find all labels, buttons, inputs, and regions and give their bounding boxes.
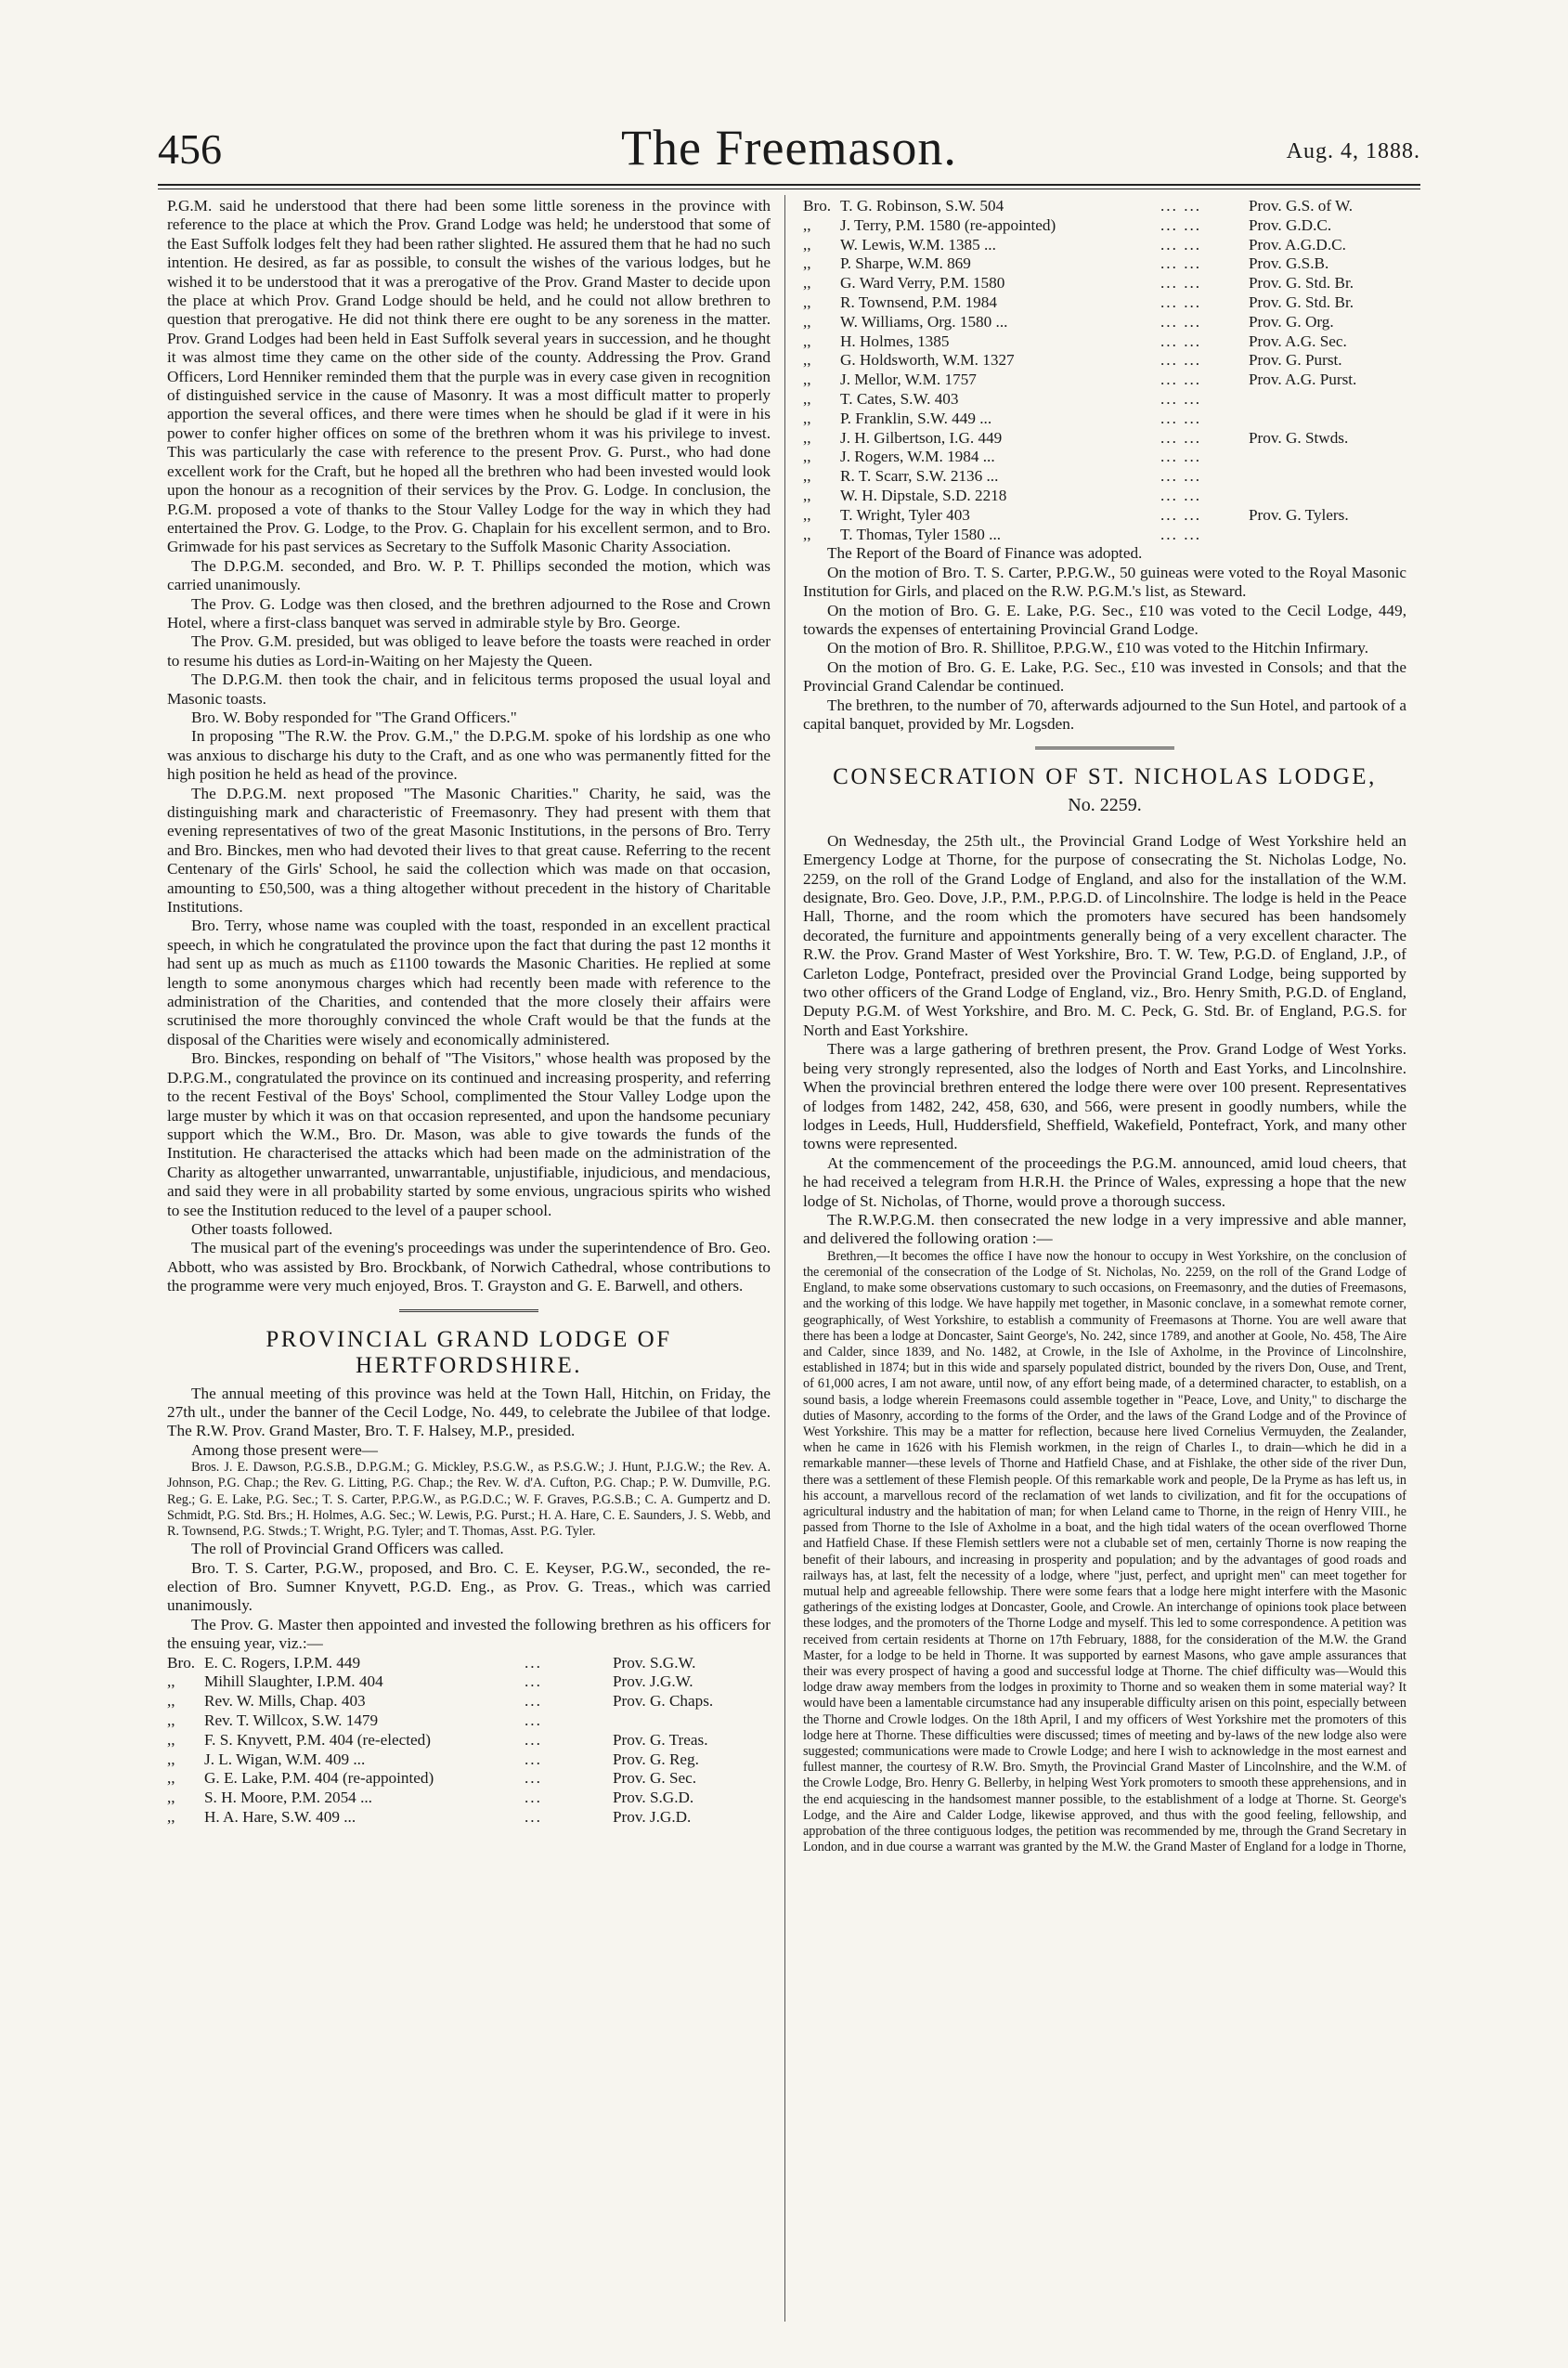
officer-office: Prov. G. Std. Br. xyxy=(1249,293,1354,311)
row-prefix: ,, xyxy=(803,235,811,254)
officer-office: Prov. G. Reg. xyxy=(613,1750,699,1768)
paragraph: Bro. Binckes, responding on behalf of "The Visitors," whose health was proposed by the D.P.G.M., congratulated the province on its continued and increasing prosperity, and referring to the recent Festival of the Boys' School, complimented the Stour Valley Lodge upon the large muster by which it was on that occasion represented, and upon the handsome pecuniary support which the W.M., Bro. Dr. Mason, was able to give towards the funds of the Institution. He characterised the attacks which had been made on the administration of the Charity as altogether unwarranted, unwarrantable, unjustifiable, injudicious, and mendacious, and said they were in all probability started by some envious, ungracious spirits who wished to see the Institution reduced to the level of a pauper school. xyxy=(167,1049,771,1219)
paragraph: Bro. W. Boby responded for "The Grand Officers." xyxy=(191,708,517,726)
leader-dots: ... xyxy=(525,1711,542,1730)
masthead-rule xyxy=(158,184,1420,186)
officer-office: Prov. J.G.W. xyxy=(613,1672,693,1691)
leader-dots: ... xyxy=(525,1750,542,1768)
officer-name: E. C. Rogers, I.P.M. 449 xyxy=(204,1653,361,1672)
row-prefix: ,, xyxy=(167,1711,175,1730)
row-prefix: ,, xyxy=(803,351,811,370)
paragraph: P.G.M. said he understood that there had been some little soreness in the province with reference to the place at which the Prov. Grand Lodge was held; he understood that some of the East Suffolk lodges felt they had been rather slighted. He assured them that he had no such intention. He desired, as far as possible, to consult the wishes of the various lodges, but he wished it to be understood that it was a prerogative of the Prov. Grand Master to decide upon the place at which Prov. Grand Lodge should be held, and he could not allow brethren to question that prerogative. He did not think there ere ought to be any soreness in the matter. Prov. Grand Lodges had been held in East Suffolk several years in succession, and he thought it was almost time they came on the other side of the county. Addressing the Prov. Grand Officers, Lord Henniker reminded them that the purple was in every case given in recognition of distinguished service in the cause of Masonry. It was a most difficult matter to properly apportion the several offices, and there were times when he should be glad if it were in his power to confer higher offices on some of the brethren whom it was his privilege to invest. This was particularly the case with reference to the present Prov. G. Purst., who had done excellent work for the Craft, but he hoped all the brethren who had been invested would look upon the honour as a recognition of their services by the Prov. G. Lodge. In conclusion, the P.G.M. proposed a vote of thanks to the Stour Valley Lodge for the way in which they had entertained the Prov. G. Lodge, to the Prov. G. Chaplain for his excellent sermon, and to Bro. Grimwade for his past services as Secretary to the Suffolk Masonic Charity Association. xyxy=(167,197,771,556)
table-row xyxy=(803,254,1406,274)
row-prefix: ,, xyxy=(803,486,811,504)
officer-name: G. E. Lake, P.M. 404 (re-appointed) xyxy=(204,1769,434,1788)
leader-dots: ... xyxy=(525,1672,542,1691)
leader-dots: ... ... xyxy=(1160,293,1202,311)
article-heading-hertfordshire: PROVINCIAL GRAND LODGE OF HERTFORDSHIRE. xyxy=(266,1326,672,1378)
row-prefix: ,, xyxy=(803,409,811,427)
officer-office xyxy=(1249,467,1406,487)
officer-office xyxy=(1249,390,1406,410)
row-prefix: ,, xyxy=(803,389,811,408)
paper-title: The Freemason. xyxy=(621,120,957,176)
officer-name: T. G. Robinson, S.W. 504 xyxy=(840,197,1004,215)
leader-dots: ... ... xyxy=(1160,428,1202,447)
officers-table-left xyxy=(167,1654,771,1828)
row-prefix: ,, xyxy=(167,1730,175,1749)
leader-dots: ... ... xyxy=(1160,351,1202,370)
page-number: 456 xyxy=(158,125,222,173)
table-row xyxy=(803,371,1406,390)
paragraph: Bro. T. S. Carter, P.G.W., proposed, and Bro. C. E. Keyser, P.G.W., seconded, the re-election of Bro. Sumner Knyvett, P.G.D. Eng., as Prov. G. Treas., which was carried unanimously. xyxy=(167,1558,771,1615)
officer-office xyxy=(1249,410,1406,429)
left-column xyxy=(167,197,771,1828)
officer-name: G. Holdsworth, W.M. 1327 xyxy=(840,351,1015,370)
table-row xyxy=(803,410,1406,429)
officer-office: Prov. G. Stwds. xyxy=(1249,428,1349,447)
row-prefix: Bro. xyxy=(803,197,832,215)
paragraph: On the motion of Bro. G. E. Lake, P.G. Sec., £10 was invested in Consols; and that the Provincial Grand Calendar be continued. xyxy=(803,657,1406,696)
leader-dots: ... xyxy=(525,1653,542,1672)
leader-dots: ... xyxy=(525,1808,542,1827)
officer-office: Prov. G. Org. xyxy=(1249,312,1334,331)
article-heading-consecration: CONSECRATION OF ST. NICHOLAS LODGE, xyxy=(833,764,1377,790)
officer-name: S. H. Moore, P.M. 2054 ... xyxy=(204,1789,372,1807)
officer-name: J. Terry, P.M. 1580 (re-appointed) xyxy=(840,215,1056,234)
officer-name: T. Cates, S.W. 403 xyxy=(840,389,959,408)
table-row xyxy=(167,1750,771,1770)
officer-name: R. T. Scarr, S.W. 2136 ... xyxy=(840,467,999,486)
officer-name: G. Ward Verry, P.M. 1580 xyxy=(840,274,1005,293)
issue-date: Aug. 4, 1888. xyxy=(1286,139,1420,163)
row-prefix: ,, xyxy=(803,371,811,389)
row-prefix: ,, xyxy=(167,1789,175,1807)
table-row xyxy=(803,293,1406,313)
officer-name: Mihill Slaughter, I.P.M. 404 xyxy=(204,1672,383,1691)
row-prefix: ,, xyxy=(803,215,811,234)
officer-office: Prov. G. Treas. xyxy=(613,1730,708,1749)
officer-name: Rev. W. Mills, Chap. 403 xyxy=(204,1692,366,1711)
leader-dots: ... ... xyxy=(1160,448,1202,466)
officer-office: Prov. A.G. Sec. xyxy=(1249,332,1347,350)
right-column xyxy=(803,197,1406,1855)
leader-dots: ... ... xyxy=(1160,371,1202,389)
leader-dots: ... xyxy=(525,1789,542,1807)
leader-dots: ... ... xyxy=(1160,505,1202,524)
paragraph: The Prov. G. Lodge was then closed, and the brethren adjourned to the Rose and Crown Hotel, where a first-class banquet was served in admirable style by Bro. George. xyxy=(167,594,771,631)
officer-office xyxy=(1249,448,1406,467)
attendee-list: Bros. J. E. Dawson, P.G.S.B., D.P.G.M.; G. Mickley, P.S.G.W., as P.S.G.W.; J. Hunt, P.J.G.W.; the Rev. A. Johnson, P.G. Chap.; the Rev. G. Litting, P.G. Chap.; the Rev. W. d'A. Cufton, P.G. Chap.; P. W. Dumville, P.G. Reg.; G. E. Lake, P.G. Sec.; T. S. Carter, P.P.G.W., as P.G.D.C.; W. F. Graves, P.G.S.B.; C. A. Gumpertz and D. Schmidt, P.G. Std. Brs.; H. Holmes, A.G. Sec.; W. Lewis, P.G. Purst.; H. A. Hare, C. E. Saunders, J. S. Webb, and R. Townsend, P.G. Stwds.; T. Wright, P.G. Tyler; and T. Thomas, Asst. P.G. Tyler. xyxy=(167,1460,771,1539)
paragraph: The D.P.G.M. then took the chair, and in felicitous terms proposed the usual loyal and Masonic toasts. xyxy=(167,670,771,708)
officer-office: Prov. A.G. Purst. xyxy=(1249,371,1357,389)
leader-dots: ... ... xyxy=(1160,525,1202,543)
row-prefix: ,, xyxy=(803,332,811,350)
officer-name: J. Rogers, W.M. 1984 ... xyxy=(840,448,995,466)
table-row xyxy=(803,467,1406,487)
paragraph: The D.P.G.M. next proposed "The Masonic Charities." Charity, he said, was the distinguishing mark and characteristic of Freemasonry. They had present with them that evening representatives of two of the great Masonic Institutions, in the persons of Bro. Terry and Bro. Binckes, men who had devoted their lives to that great cause. Referring to the recent Centenary of the Girls' School, he said the collection which was made on that occasion, amounting to £50,500, was a thing altogether without precedent in the history of Charitable Institutions. xyxy=(167,784,771,917)
paragraph: Other toasts followed. xyxy=(191,1219,333,1238)
officer-office: Prov. G.S. of W. xyxy=(1249,197,1354,215)
row-prefix: ,, xyxy=(803,312,811,331)
table-row xyxy=(167,1711,771,1731)
leader-dots: ... ... xyxy=(1160,215,1202,234)
paragraph: The D.P.G.M. seconded, and Bro. W. P. T. Phillips seconded the motion, which was carried unanimously. xyxy=(167,556,771,594)
table-row xyxy=(803,448,1406,467)
officer-office: Prov. G. Purst. xyxy=(1249,351,1342,370)
leader-dots: ... xyxy=(525,1769,542,1788)
leader-dots: ... xyxy=(525,1692,542,1711)
paragraph: The R.W.P.G.M. then consecrated the new lodge in a very impressive and able manner, and delivered the following oration :— xyxy=(803,1210,1406,1248)
table-row xyxy=(167,1654,771,1673)
masthead xyxy=(158,119,1420,180)
officer-office: Prov. G.D.C. xyxy=(1249,215,1332,234)
section-separator xyxy=(1035,747,1174,751)
officer-office: Prov. G.S.B. xyxy=(1249,254,1329,273)
lodge-number: No. 2259. xyxy=(1068,795,1142,816)
officer-name: H. Holmes, 1385 xyxy=(840,332,950,350)
row-prefix: ,, xyxy=(803,293,811,311)
officer-name: J. H. Gilbertson, I.G. 449 xyxy=(840,428,1003,447)
officer-name: W. Lewis, W.M. 1385 ... xyxy=(840,235,996,254)
officer-name: J. Mellor, W.M. 1757 xyxy=(840,371,977,389)
table-row xyxy=(803,351,1406,371)
table-row xyxy=(803,526,1406,545)
officer-name: Rev. T. Willcox, S.W. 1479 xyxy=(204,1711,379,1730)
officer-office: Prov. S.G.D. xyxy=(613,1789,694,1807)
officer-office: Prov. J.G.D. xyxy=(613,1808,692,1827)
row-prefix: ,, xyxy=(167,1808,175,1827)
paragraph: The Prov. G. Master then appointed and invested the following brethren as his officers for the ensuing year, viz.:— xyxy=(167,1615,771,1653)
officer-name: W. Williams, Org. 1580 ... xyxy=(840,312,1008,331)
row-prefix: ,, xyxy=(803,467,811,486)
table-row xyxy=(803,487,1406,506)
officer-name: F. S. Knyvett, P.M. 404 (re-elected) xyxy=(204,1730,431,1749)
row-prefix: ,, xyxy=(167,1769,175,1788)
section-separator xyxy=(399,1309,538,1314)
table-row xyxy=(803,236,1406,255)
table-row xyxy=(167,1769,771,1789)
table-row xyxy=(803,390,1406,410)
paragraph: The musical part of the evening's proceedings was under the superintendence of Bro. Geo. Abbott, who was assisted by Bro. Brockbank, of Norwich Cathedral, whose contributions to the programme were very much enjoyed, Bros. T. Grayston and G. E. Barwell, and others. xyxy=(167,1239,771,1295)
leader-dots: ... ... xyxy=(1160,254,1202,273)
table-row xyxy=(803,506,1406,526)
officer-name: R. Townsend, P.M. 1984 xyxy=(840,293,997,311)
leader-dots: ... ... xyxy=(1160,389,1202,408)
table-row xyxy=(167,1672,771,1692)
officers-table-right xyxy=(803,197,1406,544)
leader-dots: ... ... xyxy=(1160,332,1202,350)
table-row xyxy=(803,313,1406,332)
table-row xyxy=(167,1789,771,1808)
officer-name: P. Franklin, S.W. 449 ... xyxy=(840,409,992,427)
leader-dots: ... ... xyxy=(1160,409,1202,427)
officer-office: Prov. G. Chaps. xyxy=(613,1692,714,1711)
officer-office xyxy=(613,1711,771,1731)
table-row xyxy=(167,1808,771,1828)
paragraph: The annual meeting of this province was held at the Town Hall, Hitchin, on Friday, the 27th ult., under the banner of the Cecil Lodge, No. 449, to celebrate the Jubilee of that lodge. The R.W. Prov. Grand Master, Bro. T. F. Halsey, M.P., presided. xyxy=(167,1384,771,1440)
leader-dots: ... xyxy=(525,1730,542,1749)
officer-name: P. Sharpe, W.M. 869 xyxy=(840,254,971,273)
paragraph: Among those present were— xyxy=(191,1440,378,1459)
row-prefix: ,, xyxy=(167,1750,175,1768)
row-prefix: ,, xyxy=(803,274,811,293)
officer-name: T. Thomas, Tyler 1580 ... xyxy=(840,525,1002,543)
row-prefix: ,, xyxy=(803,505,811,524)
row-prefix: ,, xyxy=(803,448,811,466)
paragraph: In proposing "The R.W. the Prov. G.M.," the D.P.G.M. spoke of his lordship as one who was anxious to discharge his duty to the Craft, and as one who was permanently fitted for the high position he held as head of the province. xyxy=(167,727,771,784)
officer-name: T. Wright, Tyler 403 xyxy=(840,505,970,524)
leader-dots: ... ... xyxy=(1160,274,1202,293)
paragraph: At the commencement of the proceedings the P.G.M. announced, amid loud cheers, that he had received a telegram from H.R.H. the Prince of Wales, expressing a hope that the new lodge of St. Nicholas, of Thorne, would prove a thorough success. xyxy=(803,1153,1406,1210)
paragraph: The Prov. G.M. presided, but was obliged to leave before the toasts were reached in order to resume his duties as Lord-in-Waiting on her Majesty the Queen. xyxy=(167,632,771,670)
table-row xyxy=(167,1692,771,1711)
paragraph: The brethren, to the number of 70, afterwards adjourned to the Sun Hotel, and partook of a capital banquet, provided by Mr. Logsden. xyxy=(803,696,1406,733)
paragraph: On the motion of Bro. R. Shillitoe, P.P.G.W., £10 was voted to the Hitchin Infirmary. xyxy=(827,639,1369,657)
leader-dots: ... ... xyxy=(1160,467,1202,486)
paragraph: The Report of the Board of Finance was adopted. xyxy=(827,544,1143,563)
paragraph: On the motion of Bro. T. S. Carter, P.P.G.W., 50 guineas were voted to the Royal Masonic Institution for Girls, and placed on the R.W. P.G.M.'s list, as Steward. xyxy=(803,563,1406,601)
officer-name: H. A. Hare, S.W. 409 ... xyxy=(204,1808,356,1827)
officer-office xyxy=(1249,487,1406,506)
paragraph: Bro. Terry, whose name was coupled with the toast, responded in an excellent practical speech, in which he congratulated the province upon the fact that during the past 12 months it had sent up as much as much as £1100 towards the Masonic Charities. He replied at some length to some anonymous charges which had recently been made with reference to the administration of the Charities, and contended that the more closely their affairs were scrutinised the more thoroughly convinced the whole Craft would be that the funds at the disposal of the Charities were wisely and economically administered. xyxy=(167,917,771,1048)
table-row xyxy=(803,274,1406,293)
row-prefix: ,, xyxy=(167,1672,175,1691)
table-row xyxy=(803,216,1406,236)
leader-dots: ... ... xyxy=(1160,486,1202,504)
table-row xyxy=(803,429,1406,449)
officer-office: Prov. G. Tylers. xyxy=(1249,505,1349,524)
paragraph: There was a large gathering of brethren present, the Prov. Grand Lodge of West Yorks. being very strongly represented, also the lodges of North and East Yorks, and Lincolnshire. When the provincial brethren entered the lodge there were over 100 present. Representatives of lodges from 1482, 242, 458, 630, and 566, were present in goodly numbers, while the lodges in Leeds, Hull, Huddersfield, Sheffield, Wakefield, Pontefract, York, and many other towns were represented. xyxy=(803,1040,1406,1153)
row-prefix: ,, xyxy=(803,254,811,273)
paragraph: On the motion of Bro. G. E. Lake, P.G. Sec., £10 was voted to the Cecil Lodge, 449, towards the expenses of entertaining Provincial Grand Lodge. xyxy=(803,601,1406,638)
officer-office: Prov. G. Sec. xyxy=(613,1769,697,1788)
paragraph: The roll of Provincial Grand Officers was called. xyxy=(191,1540,504,1558)
column-divider xyxy=(784,195,785,2322)
officer-office: Prov. G. Std. Br. xyxy=(1249,274,1354,293)
leader-dots: ... ... xyxy=(1160,197,1202,215)
table-row xyxy=(803,197,1406,216)
row-prefix: ,, xyxy=(803,525,811,543)
leader-dots: ... ... xyxy=(1160,312,1202,331)
table-row xyxy=(167,1731,771,1750)
officer-office: Prov. S.G.W. xyxy=(613,1653,696,1672)
officer-name: J. L. Wigan, W.M. 409 ... xyxy=(204,1750,366,1768)
row-prefix: ,, xyxy=(167,1692,175,1711)
row-prefix: Bro. xyxy=(167,1653,196,1672)
row-prefix: ,, xyxy=(803,428,811,447)
officer-office xyxy=(1249,526,1406,545)
leader-dots: ... ... xyxy=(1160,235,1202,254)
paragraph: On Wednesday, the 25th ult., the Provincial Grand Lodge of West Yorkshire held an Emergency Lodge at Thorne, for the purpose of consecrating the St. Nicholas Lodge, No. 2259, on the roll of the Grand Lodge of England, and also for the installation of the W.M. designate, Bro. Geo. Dove, J.P., P.M., P.P.G.D. of Lincolnshire. The lodge is held in the Peace Hall, Thorne, and the room which the promoters have secured has been handsomely decorated, the furniture and appointments generally being of a very excellent character. The R.W. the Prov. Grand Master of West Yorkshire, Bro. T. W. Tew, P.G.D. of England, J.P., of Carleton Lodge, Pontefract, presided over the Provincial Grand Lodge, being supported by two other officers of the Grand Lodge of England, viz., Bro. Henry Smith, P.G.D. of England, Deputy P.G.M. of West Yorkshire, and Bro. M. C. Peck, G. Std. Br. of England, P.G.S. for North and East Yorkshire. xyxy=(803,831,1406,1039)
table-row xyxy=(803,332,1406,352)
officer-office: Prov. A.G.D.C. xyxy=(1249,235,1346,254)
officer-name: W. H. Dipstale, S.D. 2218 xyxy=(840,486,1007,504)
oration-text: Brethren,—It becomes the office I have now the honour to occupy in West Yorkshire, on the conclusion of the ceremonial of the consecration of the Lodge of St. Nicholas, No. 2259, on the roll of the Grand Lodge of England, to make some observations customary to such occasions, on Freemasonry, and the duties of Freemasons, and the working of this lodge. We have happily met together, in Masonic conclave, in a somewhat remote corner, geographically, of West Yorkshire, to establish a community of Freemasons at Thorne. You are well aware that there has been a lodge at Doncaster, Saint George's, No. 242, since 1789, and another at Goole, No. 458, The Aire and Calder, since 1839, and No. 1482, at Crowle, in the Isle of Axholme, in the Province of Lincolnshire, established in 1874; but in this wide and sparsely populated district, bounded by the rivers Don, Ouse, and Trent, of 61,000 acres, I am not aware, until now, of any effort being made, of a determined character, to establish, on a sound basis, a lodge wherein Freemasons could assemble together in "Peace, Love, and Unity," to discharge the duties of Masonry, according to the forms of the Order, and the laws of the Grand Lodge and of the Province of West Yorkshire. This may be a matter for reflection, because here lived Cornelius Vermuyden, the Zealander, when he came in 1626 with his Flemish workmen, in the reign of Charles I., to drain—which he did in a remarkable manner—these levels of Thorne and Hatfield Chase, and at Fishlake, the other side of the river Dun, there was a settlement of these Flemish people. Of this remarkable work and people, De la Pryme as has left us, in his account, a marvellous record of the reclamation of wet lands to civilization, and fit for the occupations of agricultural industry and the habitation of man; for when Leland came to Thorne, in the reign of Henry VIII., he passed from Thorne to the Isle of Axholme in a boat, and the high tidal waters of the ocean overflowed Thorne and Hatfield Chase. If these Flemish settlers were not a clubable set of men, certainly Thorne is now reaping the benefit of their labours, and increasing in prosperity and population; and by the advantages of good roads and railways has, at last, felt the necessity of a lodge, where "just, perfect, and upright men" can meet together for mutual help and agreeable fellowship. There were some fears that a lodge here might interfere with the Masonic gatherings of the existing lodges at Doncaster, Goole, and Crowle. An interchange of opinions took place between these lodges, and the promoters of the Thorne Lodge and myself. This led to some correspondence. A petition was received from certain residents at Thorne on 17th February, 1888, for the consideration of the M.W. the Grand Master, for a lodge to be held in Thorne. It was supported by earnest Masons, who gave ample assurances that their was every prospect of having a good and successful lodge at Thorne. The chief difficulty was—Would this lodge draw away members from the lodges in proximity to Thorne and so weaken them in some material way? It would have been a lamentable circumstance had any insuperable difficulty arisen on this point, especially between the Thorne and Crowle lodges. On the 18th April, I and my officers of West Yorkshire met the promoters of this lodge here at Thorne. These difficulties were discussed; times of meeting and by-laws of the new lodge also were suggested; communications were made to Crowle Lodge; and here I wish to acknowledge in the most earnest and fullest manner, the courtesy of R.W. Bro. Smyth, the Provincial Grand Master of Lincolnshire, and the W.M. of the Crowle Lodge, Bro. Henry G. Bellerby, in helping West York promoters to smooth these apprehensions, and in the end acquiescing in the handsomest manner possible, to the establishment of a lodge at Thorne. St. George's Lodge, and the Aire and Calder Lodge, likewise approved, and thus with the good feeling, fellowship, and approbation of the three contiguous lodges, the petition was recommended by me, through the Grand Secretary in London, and in due course a warrant was granted by the M.W. the Grand Master of England for a lodge in Thorne, xyxy=(803,1248,1406,1855)
